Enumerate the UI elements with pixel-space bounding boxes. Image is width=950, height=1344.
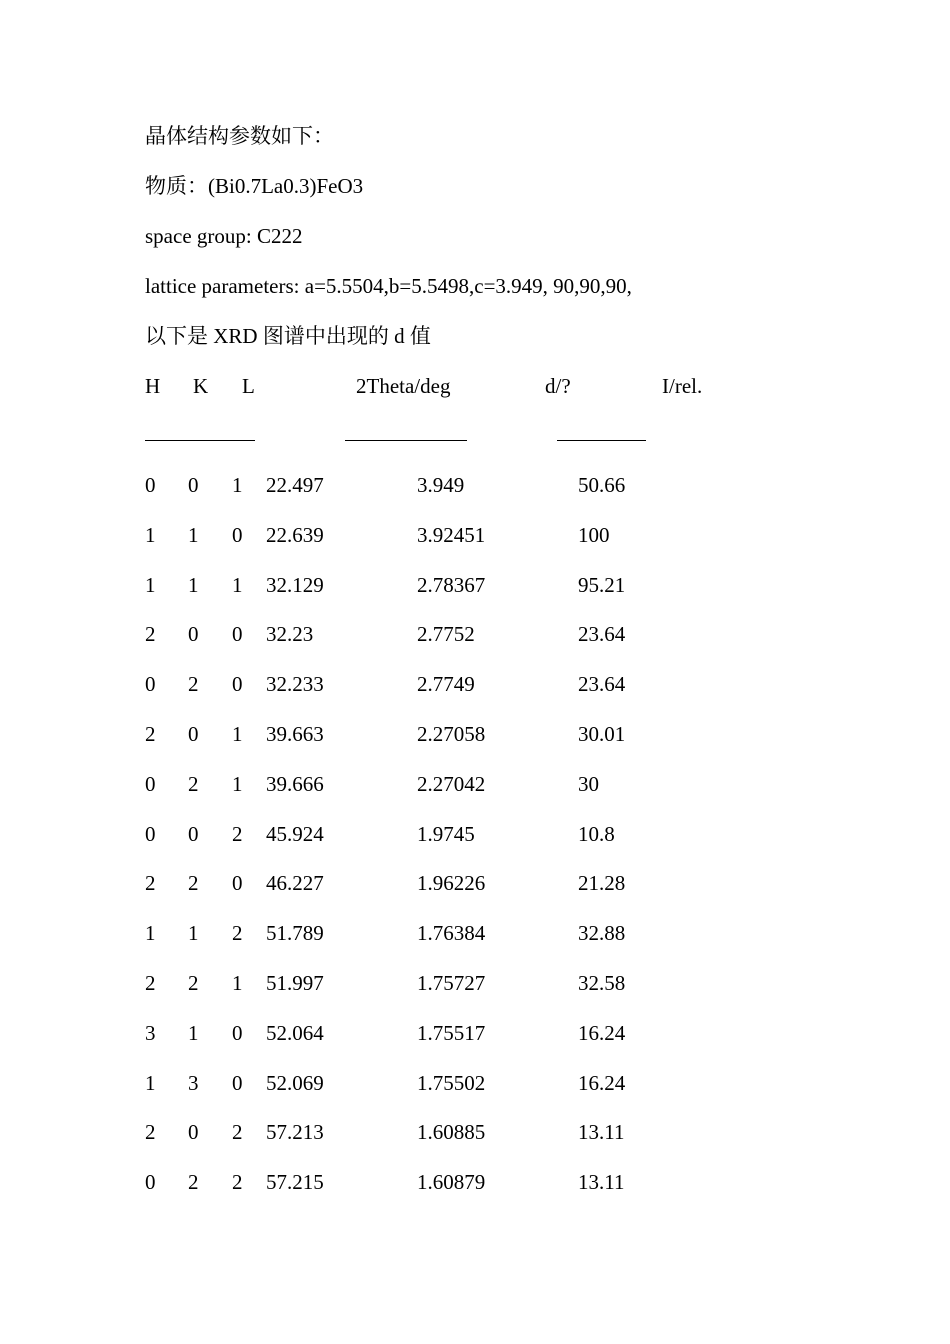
cell-l: 2 [232,822,243,846]
cell-l: 0 [232,871,243,895]
cell-d: 1.76384 [417,921,486,945]
cell-h: 1 [145,523,156,547]
cell-intensity: 13.11 [578,1170,625,1194]
cell-two-theta: 32.233 [266,672,324,696]
cell-d: 1.75727 [417,971,486,995]
cell-intensity: 100 [578,523,610,547]
cell-k: 1 [188,523,199,547]
header-two-theta: 2Theta/deg [356,374,451,398]
cell-intensity: 23.64 [578,672,626,696]
cell-two-theta: 32.129 [266,573,324,597]
cell-two-theta: 57.213 [266,1120,324,1144]
substance-line: 物质：(Bi0.7La0.3)FeO3 [145,174,364,198]
cell-k: 0 [188,1120,199,1144]
cell-k: 0 [188,822,199,846]
cell-two-theta: 46.227 [266,871,324,895]
cell-h: 0 [145,772,156,796]
cell-two-theta: 39.666 [266,772,324,796]
cell-l: 1 [232,772,243,796]
cell-d: 1.96226 [417,871,486,895]
space-group-line: space group: C222 [145,224,303,248]
cell-k: 2 [188,1170,199,1194]
cell-k: 1 [188,1021,199,1045]
cell-l: 0 [232,1021,243,1045]
cell-k: 1 [188,573,199,597]
intro-line: 以下是 XRD 图谱中出现的 d 值 [145,324,431,348]
cell-intensity: 16.24 [578,1021,626,1045]
cell-h: 2 [145,722,156,746]
header-d: d/? [545,374,571,398]
cell-d: 1.9745 [417,822,475,846]
cell-two-theta: 32.23 [266,622,314,646]
cell-l: 0 [232,1071,243,1095]
header-underline [145,440,255,441]
cell-l: 2 [232,1170,243,1194]
cell-h: 3 [145,1021,156,1045]
cell-h: 2 [145,971,156,995]
cell-intensity: 10.8 [578,822,615,846]
cell-two-theta: 39.663 [266,722,324,746]
header-underline [557,440,646,441]
cell-two-theta: 51.997 [266,971,324,995]
cell-d: 3.92451 [417,523,486,547]
cell-h: 0 [145,672,156,696]
cell-two-theta: 52.064 [266,1021,324,1045]
cell-h: 2 [145,1120,156,1144]
cell-two-theta: 57.215 [266,1170,324,1194]
cell-l: 0 [232,523,243,547]
cell-k: 0 [188,722,199,746]
header-underline [345,440,467,441]
cell-intensity: 50.66 [578,473,626,497]
cell-d: 1.60885 [417,1120,486,1144]
cell-h: 0 [145,1170,156,1194]
cell-d: 1.75517 [417,1021,486,1045]
cell-k: 3 [188,1071,199,1095]
cell-intensity: 95.21 [578,573,626,597]
cell-intensity: 32.88 [578,921,626,945]
cell-l: 1 [232,722,243,746]
cell-h: 1 [145,921,156,945]
header-l: L [242,374,255,398]
header-h: H [145,374,161,398]
cell-k: 1 [188,921,199,945]
cell-k: 0 [188,473,199,497]
cell-d: 2.27058 [417,722,486,746]
cell-h: 2 [145,871,156,895]
cell-intensity: 30.01 [578,722,626,746]
cell-k: 2 [188,971,199,995]
cell-d: 2.27042 [417,772,486,796]
cell-l: 1 [232,573,243,597]
cell-two-theta: 52.069 [266,1071,324,1095]
cell-d: 3.949 [417,473,465,497]
cell-d: 1.75502 [417,1071,486,1095]
cell-k: 0 [188,622,199,646]
cell-k: 2 [188,672,199,696]
lattice-parameters-line: lattice parameters: a=5.5504,b=5.5498,c=3.949, 90,90,90, [145,274,632,298]
cell-k: 2 [188,871,199,895]
cell-two-theta: 51.789 [266,921,324,945]
cell-intensity: 30 [578,772,599,796]
cell-l: 1 [232,473,243,497]
cell-two-theta: 22.497 [266,473,324,497]
cell-h: 1 [145,573,156,597]
cell-k: 2 [188,772,199,796]
cell-d: 1.60879 [417,1170,486,1194]
cell-d: 2.7749 [417,672,475,696]
heading: 晶体结构参数如下： [145,124,334,148]
cell-l: 0 [232,672,243,696]
cell-intensity: 32.58 [578,971,626,995]
cell-h: 2 [145,622,156,646]
cell-two-theta: 45.924 [266,822,324,846]
cell-l: 2 [232,921,243,945]
cell-h: 1 [145,1071,156,1095]
cell-d: 2.78367 [417,573,486,597]
cell-intensity: 21.28 [578,871,626,895]
cell-intensity: 23.64 [578,622,626,646]
cell-l: 1 [232,971,243,995]
cell-two-theta: 22.639 [266,523,324,547]
cell-d: 2.7752 [417,622,475,646]
cell-l: 2 [232,1120,243,1144]
header-intensity: I/rel. [662,374,703,398]
cell-h: 0 [145,822,156,846]
cell-intensity: 16.24 [578,1071,626,1095]
header-k: K [193,374,209,398]
cell-l: 0 [232,622,243,646]
cell-h: 0 [145,473,156,497]
cell-intensity: 13.11 [578,1120,625,1144]
